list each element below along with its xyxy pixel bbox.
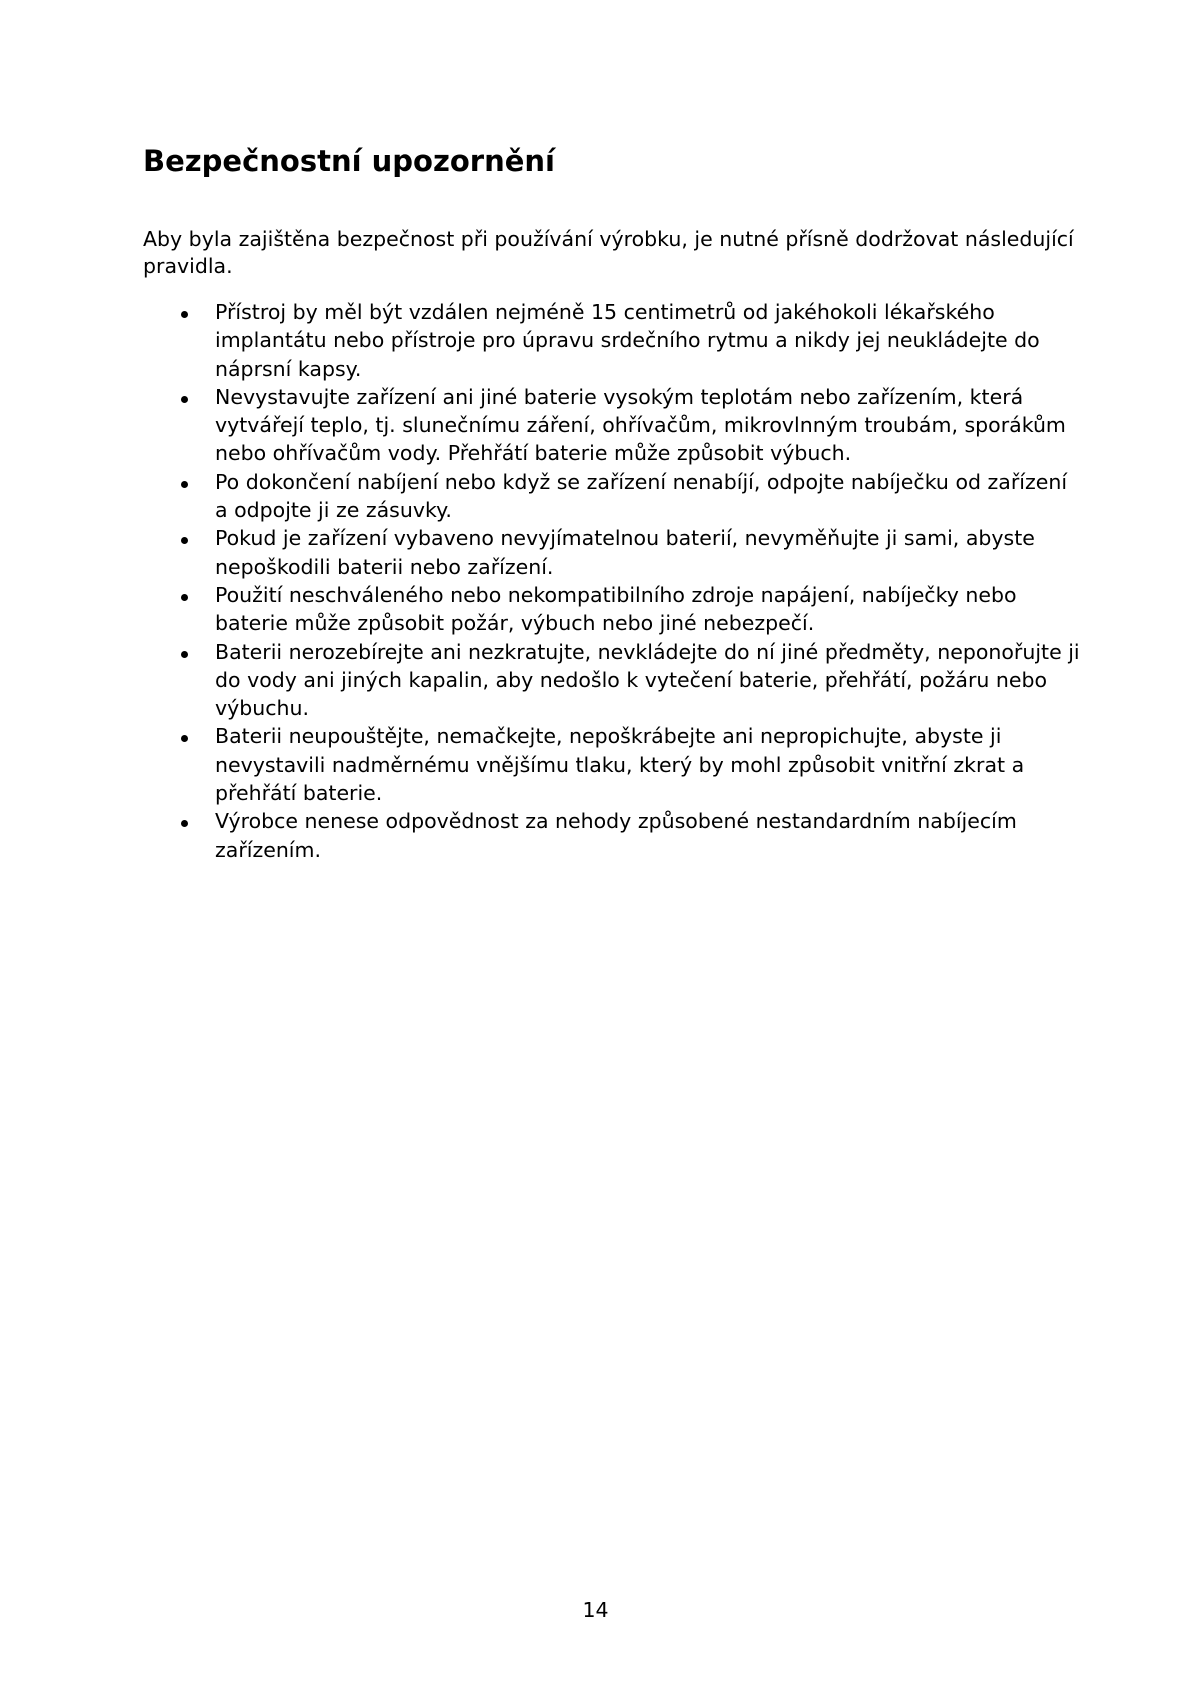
list-item (143, 807, 1083, 864)
list-item (143, 298, 1083, 383)
bullet-icon (181, 481, 188, 488)
bullet-icon (181, 537, 188, 544)
list-item-text: Nevystavujte zařízení ani jiné baterie vysokým teplotám nebo zařízením, která vytvářejí teplo, tj. slunečnímu záření, ohřívačům, mikrovlnným troubám, sporákům nebo ohřívačům vody. Přehřátí baterie může způsobit výbuch. (215, 384, 1066, 466)
list-item-text: Pokud je zařízení vybaveno nevyjímatelnou baterií, nevyměňujte ji sami, abyste nepoškodili baterii nebo zařízení. (215, 526, 1035, 579)
safety-rules-list (143, 298, 1083, 864)
bullet-icon (181, 651, 188, 658)
list-item (143, 638, 1083, 723)
list-item-text: Výrobce nenese odpovědnost za nehody způsobené nestandardním nabíjecím zařízením. (215, 809, 1017, 862)
list-item-text: Baterii neupouštějte, nemačkejte, nepoškrábejte ani nepropichujte, abyste ji nevystavili nadměrnému vnějšímu tlaku, který by mohl způsobit vnitřní zkrat a přehřátí baterie. (215, 724, 1025, 806)
bullet-icon (181, 820, 188, 827)
list-item (143, 581, 1083, 638)
bullet-icon (181, 735, 188, 742)
list-item-text: Přístroj by měl být vzdálen nejméně 15 centimetrů od jakéhokoli lékařského implantátu nebo přístroje pro úpravu srdečního rytmu a nikdy jej neukládejte do náprsní kapsy. (215, 300, 1040, 381)
bullet-icon (181, 396, 188, 403)
list-item-text: Baterii nerozebírejte ani nezkratujte, nevkládejte do ní jiné předměty, neponořujte ji do vody ani jiných kapalin, aby nedošlo k vytečení baterie, přehřátí, požáru nebo výbuchu. (215, 639, 1080, 721)
bullet-icon (181, 594, 188, 601)
list-item (143, 468, 1083, 525)
list-item (143, 383, 1083, 468)
list-item-text: Použití neschváleného nebo nekompatibilního zdroje napájení, nabíječky nebo baterie může způsobit požár, výbuch nebo jiné nebezpečí. (215, 582, 1017, 636)
list-item (143, 722, 1083, 807)
bullet-icon (181, 311, 188, 318)
intro-paragraph: Aby byla zajištěna bezpečnost při používání výrobku, je nutné přísně dodržovat následující pravidla. (143, 227, 1074, 278)
list-item-text: Po dokončení nabíjení nebo když se zařízení nenabíjí, odpojte nabíječku od zařízení a odpojte ji ze zásuvky. (215, 469, 1068, 523)
page-title: Bezpečnostní upozornění (143, 144, 555, 178)
list-item (143, 524, 1083, 581)
page-number: 14 (582, 1598, 609, 1622)
